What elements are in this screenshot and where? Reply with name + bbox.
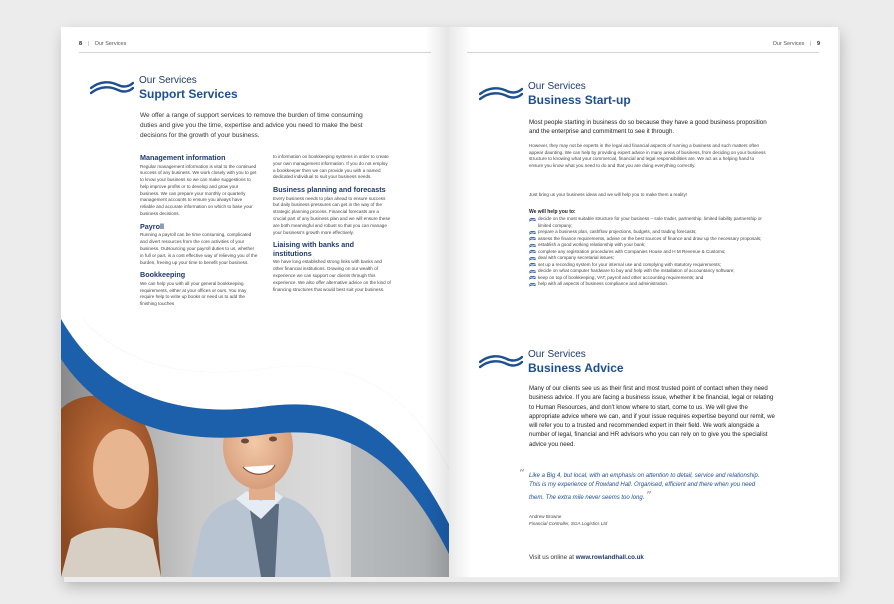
wave-logo-icon — [90, 79, 134, 95]
startup-kicker: Our Services — [528, 81, 586, 92]
startup-lead: Most people starting in business do so because they have a good business proposition and the enterprise and commitment to see it through. — [529, 119, 767, 136]
quote-text: Like a Big 4, but local, with an emphasis on attention to detail, service and relationship. This is my experience of Rowland Hall. Organised, efficient and there when you need them. The extra mile never seems too long. — [529, 473, 760, 501]
wave-bullet-icon — [529, 276, 536, 280]
right-folio-rule — [467, 52, 819, 53]
visit-line — [529, 554, 644, 561]
wave-logo-icon — [479, 85, 523, 101]
help-title: We will help you to: — [529, 209, 576, 215]
list-item-text: set up a recording system for your internal use and complying with statutory requirements; — [538, 261, 722, 267]
wave-logo-icon — [479, 353, 523, 369]
right-folio: Our Services | 9 — [772, 41, 820, 47]
section-body: We have long established strong links with banks and other financial institutions. Drawing on our wealth of experience we can support our clients through this experience. We also offer alternative advice on the kind of financing structures that would best suit your business. — [273, 259, 391, 292]
wave-bullet-icon — [529, 244, 536, 248]
advice-kicker: Our Services — [528, 349, 586, 360]
list-item-text: help with all aspects of business compliance and administration. — [538, 281, 669, 286]
wave-bullet-icon — [529, 263, 536, 267]
wave-bullet-icon — [529, 283, 536, 287]
startup-heading: Business Start-up — [528, 93, 631, 107]
office-photo — [61, 319, 449, 577]
left-column-2 — [273, 154, 391, 293]
right-folio-label: Our Services — [772, 41, 805, 47]
section-body-cont: to information on bookkeeping systems in order to create your own management information. If you do not employ a bookkeeper then we can provide you with a named dedicated individual to suit your business needs. — [273, 154, 389, 180]
list-item-text: keep on top of bookkeeping, VAT, payroll and other accounting requirements; and — [538, 274, 704, 280]
left-intro: We offer a range of support services to remove the burden of time consuming duties and give you the time, expertise and advice you need to make the best decisions for the growth of your business. — [140, 112, 363, 139]
testimonial-quote — [519, 467, 761, 503]
list-item-text: prepare a business plan, cashflow projections, budgets, and trading forecasts; — [538, 229, 697, 234]
section-body: Running a payroll can be time consuming, complicated and divert resources from the core activities of your business. Outsourcing your payroll duties to us, whether in full or part, is a cost effective way of relieving you of the burden, freeing up your time to benefit your business. — [140, 232, 258, 265]
right-page-number: 9 — [816, 41, 820, 47]
list-item-text: deal with company secretarial issues; — [538, 255, 615, 260]
wave-bullet-icon — [529, 257, 536, 261]
left-page-number: 8 — [79, 41, 83, 47]
section-title: Bookkeeping — [140, 270, 186, 280]
list-item-text: decide on the most suitable structure for your business – sole trader, partnership, limited liability partnership or limited company; — [538, 216, 762, 228]
list-item-text: decide on what computer hardware to buy and help with the installation of accountancy software; — [538, 268, 735, 273]
help-list — [529, 216, 769, 288]
left-page — [61, 27, 449, 577]
section-body: Every business needs to plan ahead to ensure success but daily business pressures can get in the way of the strategic planning process. Financial forecasts are a crucial part of any business plan and we will ensure these are both meaningful and robust so that you can manage your business's growth more effectively. — [273, 195, 391, 235]
startup-bring: Just bring us your business ideas and we will help you to make them a reality! — [529, 192, 688, 197]
section-title: Business planning and forecasts — [273, 185, 386, 195]
startup-body: However, they may not be experts in the legal and financial aspects of running a business and such matters often appear daunting. We can help by providing expert advice in many areas of business, from deciding on your business structure to knowing what your commercial, financial and legal responsibilities are. We act as a helping hand to ensure you know what you need to do and that you are doing everything correctly. — [529, 143, 766, 168]
section-title: Management information — [140, 153, 226, 162]
quote-author: Andrew Browne — [529, 514, 562, 519]
list-item — [529, 216, 769, 229]
left-heading: Support Services — [139, 87, 238, 101]
wave-bullet-icon — [529, 237, 536, 241]
left-folio: 8 | Our Services — [79, 41, 127, 47]
left-gutter-shadow — [425, 27, 449, 577]
right-page — [449, 27, 838, 577]
wave-bullet-icon — [529, 218, 536, 222]
section-title: Liaising with banks and institutions — [273, 240, 355, 258]
quote-author-role: Financial Controller, SGA Logistics Ltd — [529, 521, 608, 526]
section-body: Regular management information is vital to the continued success of any business. We work closely with you to get to know your business so we can make suggestions to help improve profits or to develop and grow your business. We can prepare your monthly or quarterly management accounts to ensure you always have reliable and accurate information on which to base your business decisions. — [140, 163, 257, 217]
list-item — [529, 281, 769, 288]
wave-bullet-icon — [529, 270, 536, 274]
visit-prefix: Visit us online at — [529, 554, 574, 561]
open-quote-mark: “ — [519, 467, 525, 480]
left-folio-rule — [79, 52, 431, 53]
wave-bullet-icon — [529, 250, 536, 254]
left-column-1 — [140, 154, 258, 308]
wave-bullet-icon — [529, 231, 536, 235]
section-title: Payroll — [140, 221, 164, 231]
advice-heading: Business Advice — [528, 361, 624, 375]
list-item-text: assess the finance requirements, advise on the best sources of finance and draw up the necessary proposals; — [538, 235, 762, 241]
close-quote-mark: ” — [646, 488, 652, 502]
section-body: We can help you with all your general bookkeeping requirements, either at your offices or ours. You may require help to write up books or need us to add the finishing touches — [140, 280, 247, 307]
left-folio-label: Our Services — [94, 41, 127, 47]
advice-body: Many of our clients see us as their first and most trusted point of contact when they need business advice. If you are facing a business issue, whether it be financial, legal or relating to Human Resources, and don't know where to start, come to us. We will give the appropriate advice where we can, and if your issue requires expertise beyond our remit, we will refer you to a trusted and recommended expert in their field. We work alongside a number of legal, financial and HR advisors who you can rely on to give you the specialist advice you need. — [529, 385, 775, 448]
website-link[interactable]: www.rowlandhall.co.uk — [575, 554, 644, 561]
list-item-text: establish a good working relationship with your bank; — [538, 242, 646, 247]
left-kicker: Our Services — [139, 75, 197, 86]
list-item-text: complete any registration procedures with Companies House and H M Revenue & Customs; — [538, 248, 726, 254]
